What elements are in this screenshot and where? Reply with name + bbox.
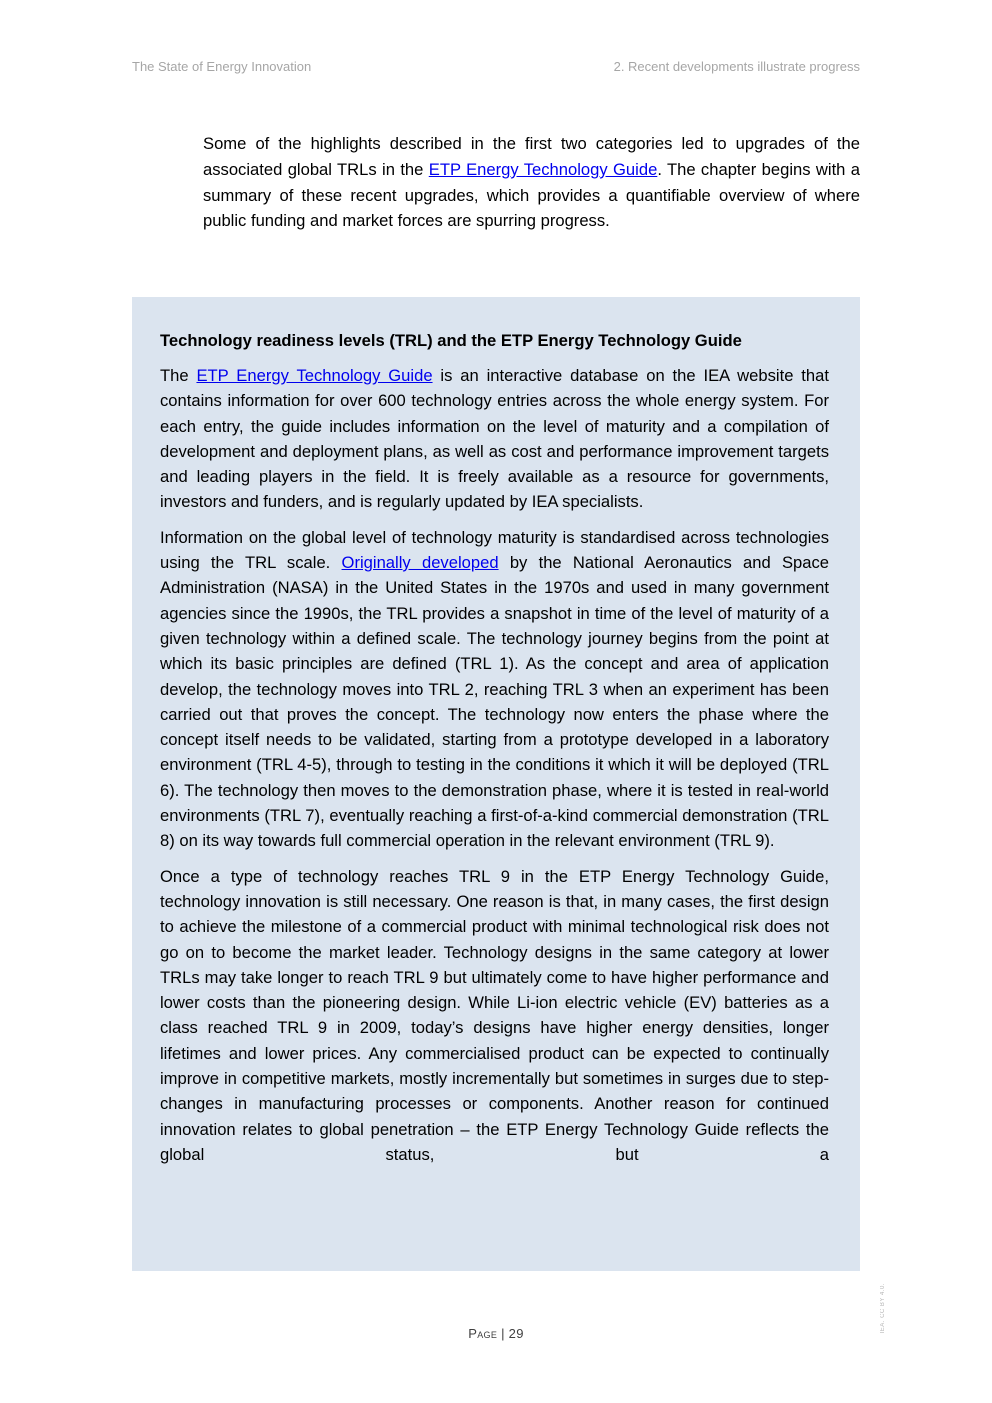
- page-label: Page: [468, 1326, 498, 1341]
- para1-text-after-link: is an interactive database on the IEA website that contains information for over 600 technology entries across the whole energy system. For each entry, the guide includes information on the level of maturity and a compilation of development and deployment plans, as well as cost and performance improvement targets and leading players in the field. It is freely available as a resource for governments, investors and funders, and is regularly updated by IEA specialists.: [160, 366, 829, 512]
- intro-paragraph-block: [203, 131, 860, 234]
- page-separator: |: [497, 1326, 509, 1341]
- etp-guide-box-link[interactable]: ETP Energy Technology Guide: [196, 366, 433, 385]
- intro-paragraph: [203, 131, 860, 234]
- box-heading: Technology readiness levels (TRL) and the ETP Energy Technology Guide: [160, 331, 742, 350]
- running-header-title: The State of Energy Innovation: [132, 59, 312, 74]
- license-watermark: IEA. CC BY 4.0.: [880, 1283, 886, 1334]
- intro-text-after-link: . The chapter begins with a summary of these recent upgrades, which provides a quantifiable overview of where public funding and market forces are spurring progress.: [203, 159, 860, 231]
- trl-info-box: [132, 297, 860, 1271]
- running-header-chapter: 2. Recent developments illustrate progress: [613, 59, 860, 74]
- box-paragraph-2: [160, 525, 829, 854]
- originally-developed-link[interactable]: Originally developed: [341, 553, 499, 573]
- intro-text-before-link: Some of the highlights described in the first two categories led to upgrades of the associated global TRLs in the: [203, 134, 860, 179]
- para2-text-before-link: Information on the global level of technology maturity is standardised across technologies using the TRL scale.: [160, 527, 829, 573]
- box-paragraph-1: [160, 363, 829, 515]
- page-footer: [0, 1326, 992, 1341]
- page-number: 29: [508, 1326, 524, 1341]
- para2-text-after-link: by the National Aeronautics and Space Administration (NASA) in the United States in the 1970s and used in many government agencies since the 1990s, the TRL provides a snapshot in time of the level of maturity of a given technology within a defined scale. The technology journey begins from the point at which its basic principles are defined (TRL 1). As the concept and area of application develop, the technology moves into TRL 2, reaching TRL 3 when an experiment has been carried out that proves the concept. The technology now enters the phase where the concept itself needs to be validated, starting from a prototype developed in a laboratory environment (TRL 4-5), through to testing in the conditions it which it will be deployed (TRL 6). The technology then moves to the demonstration phase, where it is tested in real-world environments (TRL 7), eventually reaching a first-of-a-kind commercial demonstration (TRL 8) on its way towards full commercial operation in the relevant environment (TRL 9).: [160, 553, 830, 851]
- etp-guide-link[interactable]: ETP Energy Technology Guide: [428, 159, 658, 179]
- para1-text-before-link: The: [160, 366, 197, 385]
- box-paragraph-3: Once a type of technology reaches TRL 9 in the ETP Energy Technology Guide, technology innovation is still necessary. One reason is that, in many cases, the first design to achieve the milestone of a commercial product with minimal technological risk does not go on to become the market leader. Technology designs in the same category at lower TRLs may take longer to reach TRL 9 but ultimately come to have higher performance and lower costs than the pioneering design. While Li-ion electric vehicle (EV) batteries as a class reached TRL 9 in 2009, today’s designs have higher energy densities, longer lifetimes and lower prices. Any commercialised product can be expected to continually improve in competitive markets, mostly incrementally but sometimes in surges due to step-changes in manufacturing processes or components. Another reason for continued innovation relates to global penetration – the ETP Energy Technology Guide reflects the global status, but a: [160, 866, 829, 1164]
